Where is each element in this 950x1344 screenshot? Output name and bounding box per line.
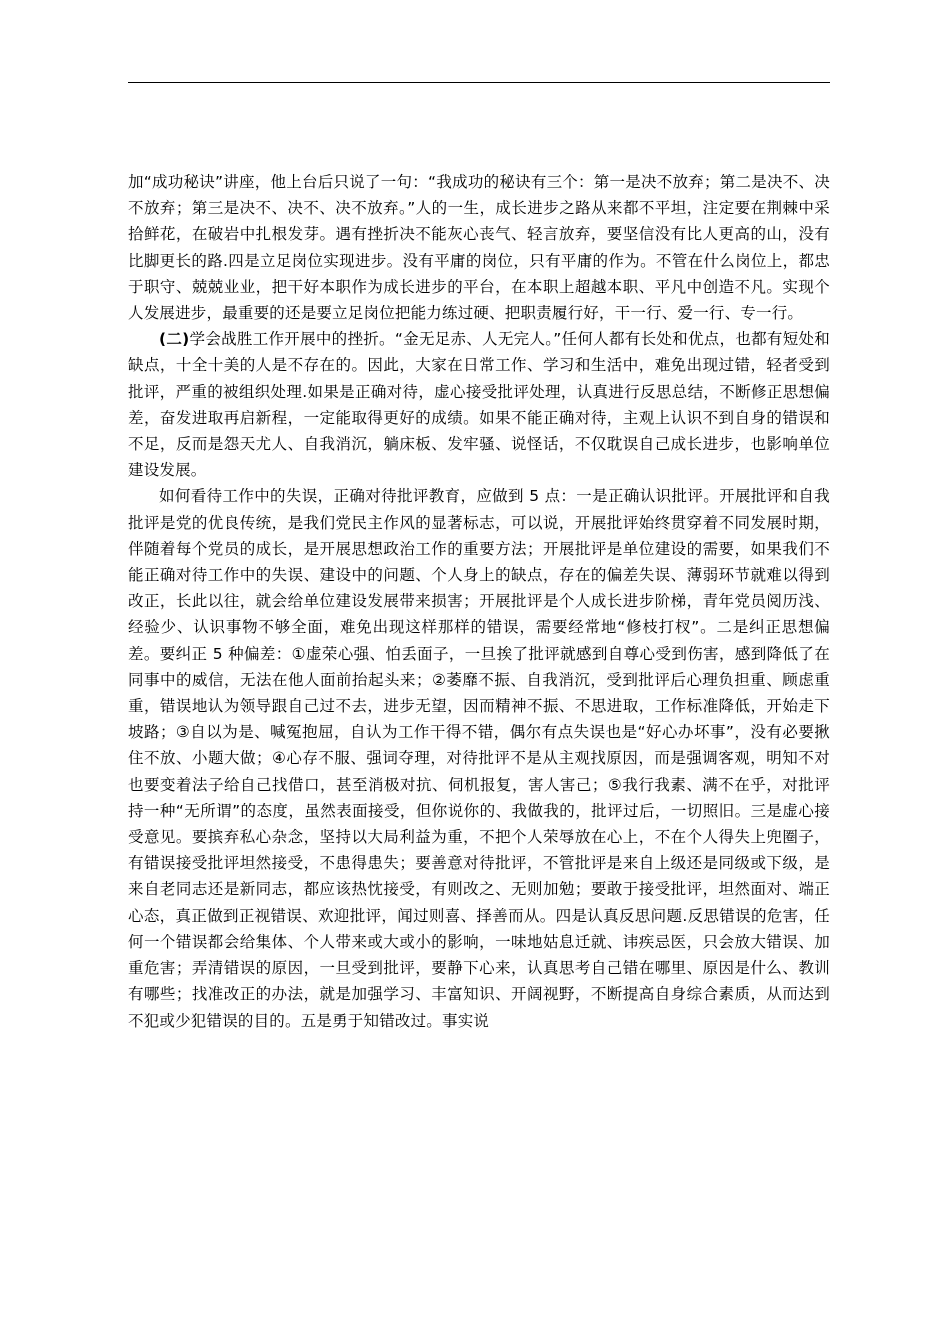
paragraph-1-text: 加“成功秘诀”讲座，他上台后只说了一句：“我成功的秘诀有三个：第一是决不放弃；第二是决不、决不放弃；第三是决不、决不、决不放弃。”人的一生，成长进步之路从来都不平坦，注定要在荆棘中采拾鲜花，在破岩中扎根发芽。遇有挫折决不能灰心丧气、轻言放弃，要坚信没有比人更高的山，没有比脚更长的路.四是立足岗位实现进步。没有平庸的岗位，只有平庸的作为。不管在什么岗位上，都忠于职守、兢兢业业，把干好本职作为成长进步的平台，在本职上超越本职、平凡中创造不凡。实现个人发展进步，最重要的还是要立足岗位把能力练过硬、把职责履行好，干一行、爱一行、专一行。 [128, 173, 830, 323]
document-body [128, 169, 830, 1034]
header-rule [128, 82, 830, 83]
paragraph-1 [128, 169, 830, 326]
paragraph-2-text: 学会战胜工作开展中的挫折。“金无足赤、人无完人。”任何人都有长处和优点，也都有短处和缺点，十全十美的人是不存在的。因此，大家在日常工作、学习和生活中，难免出现过错，轻者受到批评，严重的被组织处理.如果是正确对待，虚心接受批评处理，认真进行反思总结，不断修正思想偏差，奋发进取再启新程，一定能取得更好的成绩。如果不能正确对待，主观上认识不到自身的错误和不足，反而是怨天尤人、自我消沉，躺床板、发牢骚、说怪话，不仅耽误自己成长进步，也影响单位建设发展。 [128, 330, 830, 480]
section-number: (二) [159, 330, 190, 349]
paragraph-3 [128, 483, 830, 1033]
paragraph-3-text: 如何看待工作中的失误，正确对待批评教育，应做到 5 点：一是正确认识批评。开展批评和自我批评是党的优良传统，是我们党民主作风的显著标志，可以说，开展批评始终贯穿着不同发展时期，伴随着每个党员的成长，是开展思想政治工作的重要方法；开展批评是单位建设的需要，如果我们不能正确对待工作中的失误、建设中的问题、个人身上的缺点，存在的偏差失误、薄弱环节就难以得到改正，长此以往，就会给单位建设发展带来损害；开展批评是个人成长进步阶梯，青年党员阅历浅、经验少、认识事物不够全面，难免出现这样那样的错误，需要经常地“修枝打杈”。二是纠正思想偏差。要纠正 5 种偏差：①虚荣心强、怕丢面子，一旦挨了批评就感到自尊心受到伤害，感到降低了在同事中的威信，无法在他人面前抬起头来；②萎靡不振、自我消沉，受到批评后心理负担重、顾虑重重，错误地认为领导跟自己过不去，进步无望，因而精神不振、不思进取，工作标准降低，开始走下坡路；③自以为是、喊冤抱屈，自认为工作干得不错，偶尔有点失误也是“好心办坏事”，没有必要揪住不放、小题大做；④心存不服、强词夺理，对待批评不是从主观找原因，而是强调客观，明知不对也要变着法子给自己找借口，甚至消极对抗、伺机报复，害人害己；⑤我行我素、满不在乎，对批评持一种“无所谓”的态度，虽然表面接受，但你说你的、我做我的，批评过后，一切照旧。三是虚心接受意见。要摈弃私心杂念，坚持以大局利益为重，不把个人荣辱放在心上，不在个人得失上兜圈子，有错误接受批评坦然接受，不患得患失；要善意对待批评，不管批评是来自上级还是同级或下级，是来自老同志还是新同志，都应该热忱接受，有则改之、无则加勉；要敢于接受批评，坦然面对、端正心态，真正做到正视错误、欢迎批评，闻过则喜、择善而从。四是认真反思问题.反思错误的危害，任何一个错误都会给集体、个人带来或大或小的影响，一味地姑息迁就、讳疾忌医，只会放大错误、加重危害；弄清错误的原因，一旦受到批评，要静下心来，认真思考自己错在哪里、原因是什么、教训有哪些；找准改正的办法，就是加强学习、丰富知识、开阔视野，不断提高自身综合素质，从而达到不犯或少犯错误的目的。五是勇于知错改过。事实说 [128, 487, 830, 1030]
paragraph-2 [128, 326, 830, 483]
